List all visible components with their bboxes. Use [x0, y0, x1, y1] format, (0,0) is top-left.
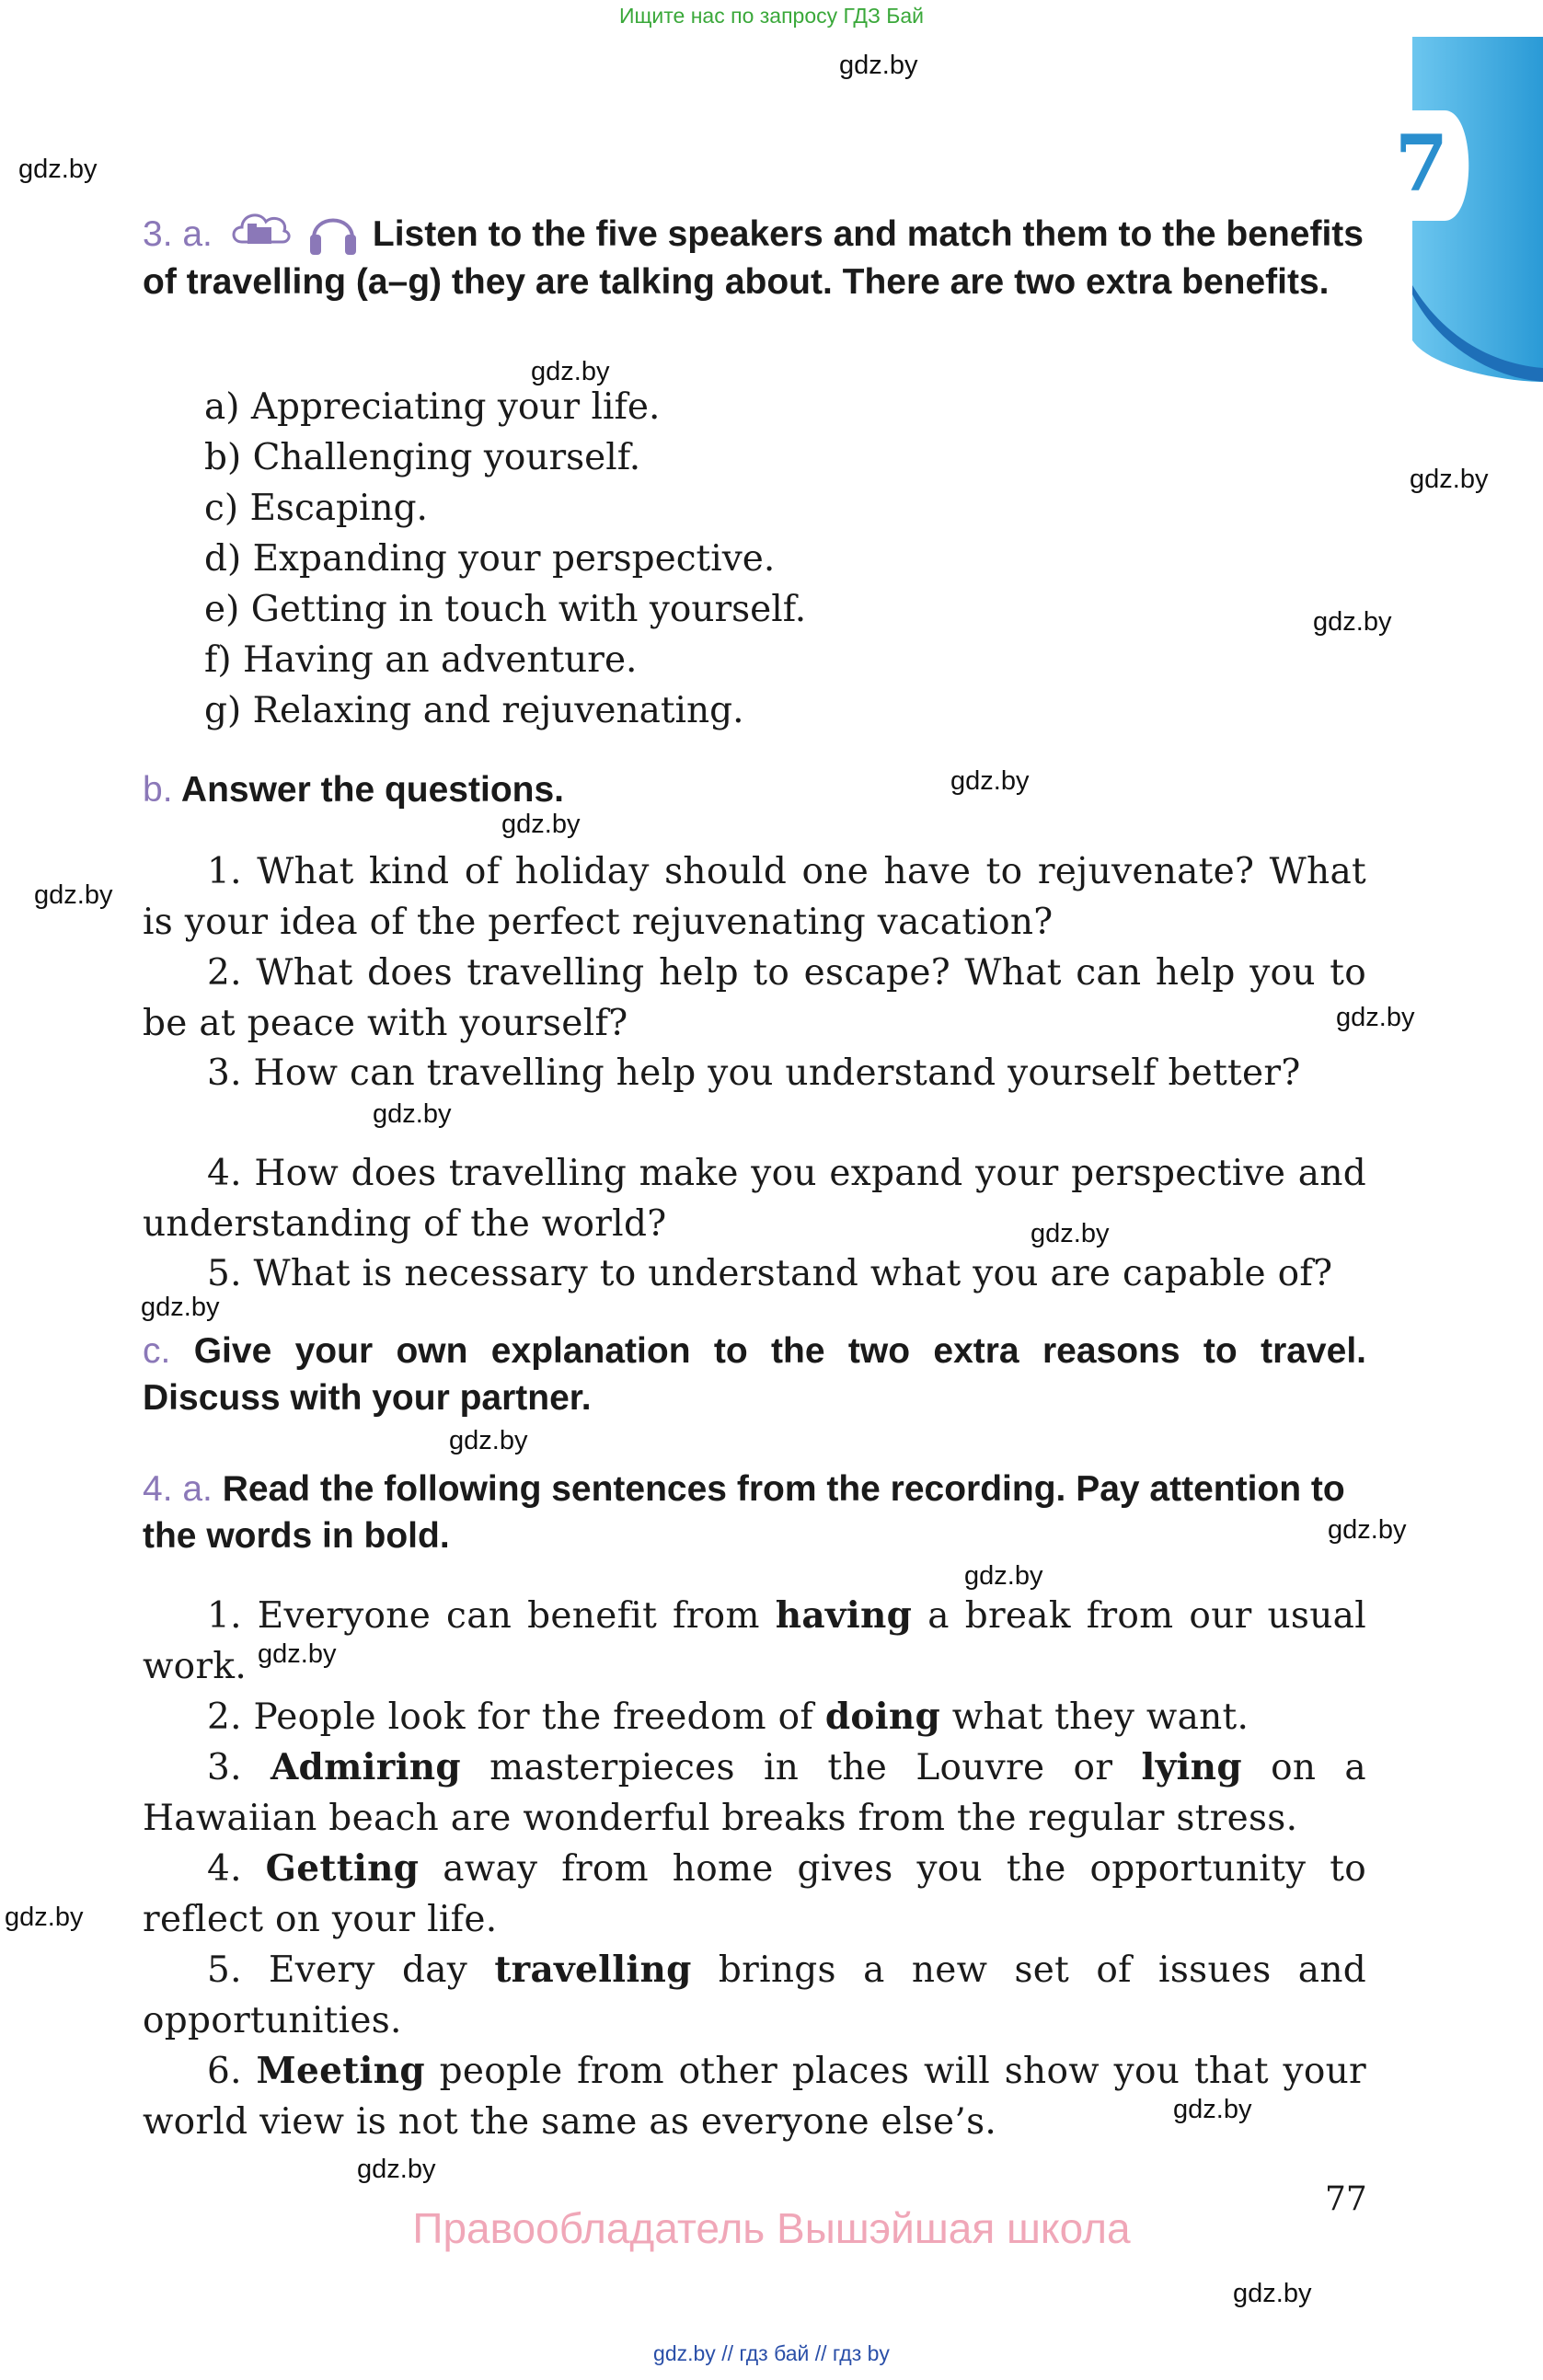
- question-2: 2. What does travelling help to escape? What can help you to be at peace with yourself?: [143, 952, 1366, 1044]
- watermark: gdz.by: [839, 51, 918, 80]
- watermark: gdz.by: [373, 1099, 452, 1129]
- question-1: 1. What kind of holiday should one have to rejuvenate? What is your idea of the perfect rejuvenating vacation?: [143, 851, 1366, 943]
- watermark: gdz.by: [964, 1561, 1043, 1591]
- watermark: gdz.by: [1031, 1219, 1110, 1248]
- list-item: c) Escaping.: [204, 488, 428, 529]
- question-5: 5. What is necessary to understand what you are capable of?: [207, 1253, 1333, 1294]
- watermark: gdz.by: [5, 1903, 84, 1932]
- watermark: gdz.by: [357, 2155, 436, 2184]
- unit-number: 7: [1394, 118, 1449, 209]
- task-3a-instruction: [143, 207, 1366, 305]
- task-4a-number: 4. a.: [143, 1469, 213, 1509]
- watermark: gdz.by: [1336, 1003, 1415, 1032]
- list-item: d) Expanding your perspective.: [204, 538, 776, 580]
- watermark: gdz.by: [449, 1426, 528, 1455]
- question-3: 3. How can travelling help you understand yourself better?: [207, 1052, 1301, 1094]
- task-3a-number: 3. a.: [143, 214, 213, 254]
- list-item: e) Getting in touch with yourself.: [204, 589, 807, 630]
- watermark: gdz.by: [18, 155, 98, 184]
- sentence-5: 5. Every day travelling brings a new set of issues and opportunities.: [143, 1949, 1366, 2041]
- search-hint-text: Ищите нас по запросу ГДЗ Бай: [618, 4, 925, 28]
- watermark: gdz.by: [1173, 2095, 1252, 2124]
- watermark: gdz.by: [1328, 1515, 1407, 1545]
- watermark: gdz.by: [501, 810, 581, 839]
- footer-links: gdz.by // гдз бай // гдз by: [653, 2341, 890, 2365]
- task-3b-instruction: [143, 766, 1366, 813]
- sentence-3: 3. Admiring masterpieces in the Louvre or lying on a Hawaiian beach are wonderful breaks from the regular stress.: [143, 1746, 1366, 1839]
- task-4a-text: Read the following sentences from the recording. Pay attention to the words in bold.: [143, 1469, 1345, 1556]
- list-item: g) Relaxing and rejuvenating.: [204, 690, 744, 731]
- list-item: b) Challenging yourself.: [204, 437, 641, 478]
- list-item: f) Having an adventure.: [204, 639, 638, 681]
- copyright-text: Правообладатель Вышэйшая школа: [412, 2204, 1131, 2252]
- sentence-2: 2. People look for the freedom of doing what they want.: [207, 1696, 1249, 1738]
- task-3c-letter: c.: [143, 1331, 171, 1371]
- task-3b-letter: b.: [143, 770, 173, 810]
- watermark: gdz.by: [1233, 2279, 1312, 2308]
- task-3a-text: Listen to the five speakers and match them to the benefits of travelling (a–g) they are talking about. There are two extra benefits.: [143, 214, 1364, 302]
- page-number: 77: [1325, 2180, 1367, 2218]
- sentence-4: 4. Getting away from home gives you the opportunity to reflect on your life.: [143, 1847, 1366, 1940]
- watermark: gdz.by: [34, 880, 113, 910]
- watermark: gdz.by: [1410, 465, 1489, 494]
- question-4: 4. How does travelling make you expand your perspective and understanding of the world?: [143, 1153, 1366, 1245]
- folder-cloud-icon: [229, 207, 292, 249]
- headphones-icon: [308, 207, 358, 259]
- task-3c-instruction: [143, 1328, 1366, 1421]
- watermark: gdz.by: [258, 1639, 337, 1669]
- watermark: gdz.by: [1313, 607, 1392, 637]
- benefits-list: [204, 382, 806, 736]
- unit-tab: [1412, 37, 1543, 382]
- watermark: gdz.by: [531, 357, 610, 386]
- task-4a-instruction: [143, 1466, 1366, 1559]
- watermark: gdz.by: [141, 1293, 220, 1322]
- sentence-6: 6. Meeting people from other places will show you that your world view is not the same as everyone else’s.: [143, 2050, 1366, 2143]
- task-3b-text: Answer the questions.: [180, 770, 564, 810]
- list-item: a) Appreciating your life.: [204, 386, 661, 428]
- sentence-1: 1. Everyone can benefit from having a break from our usual work.: [143, 1594, 1366, 1687]
- task-3c-text: Give your own explanation to the two extra reasons to travel. Discuss with your partner.: [143, 1331, 1366, 1418]
- watermark: gdz.by: [950, 766, 1030, 796]
